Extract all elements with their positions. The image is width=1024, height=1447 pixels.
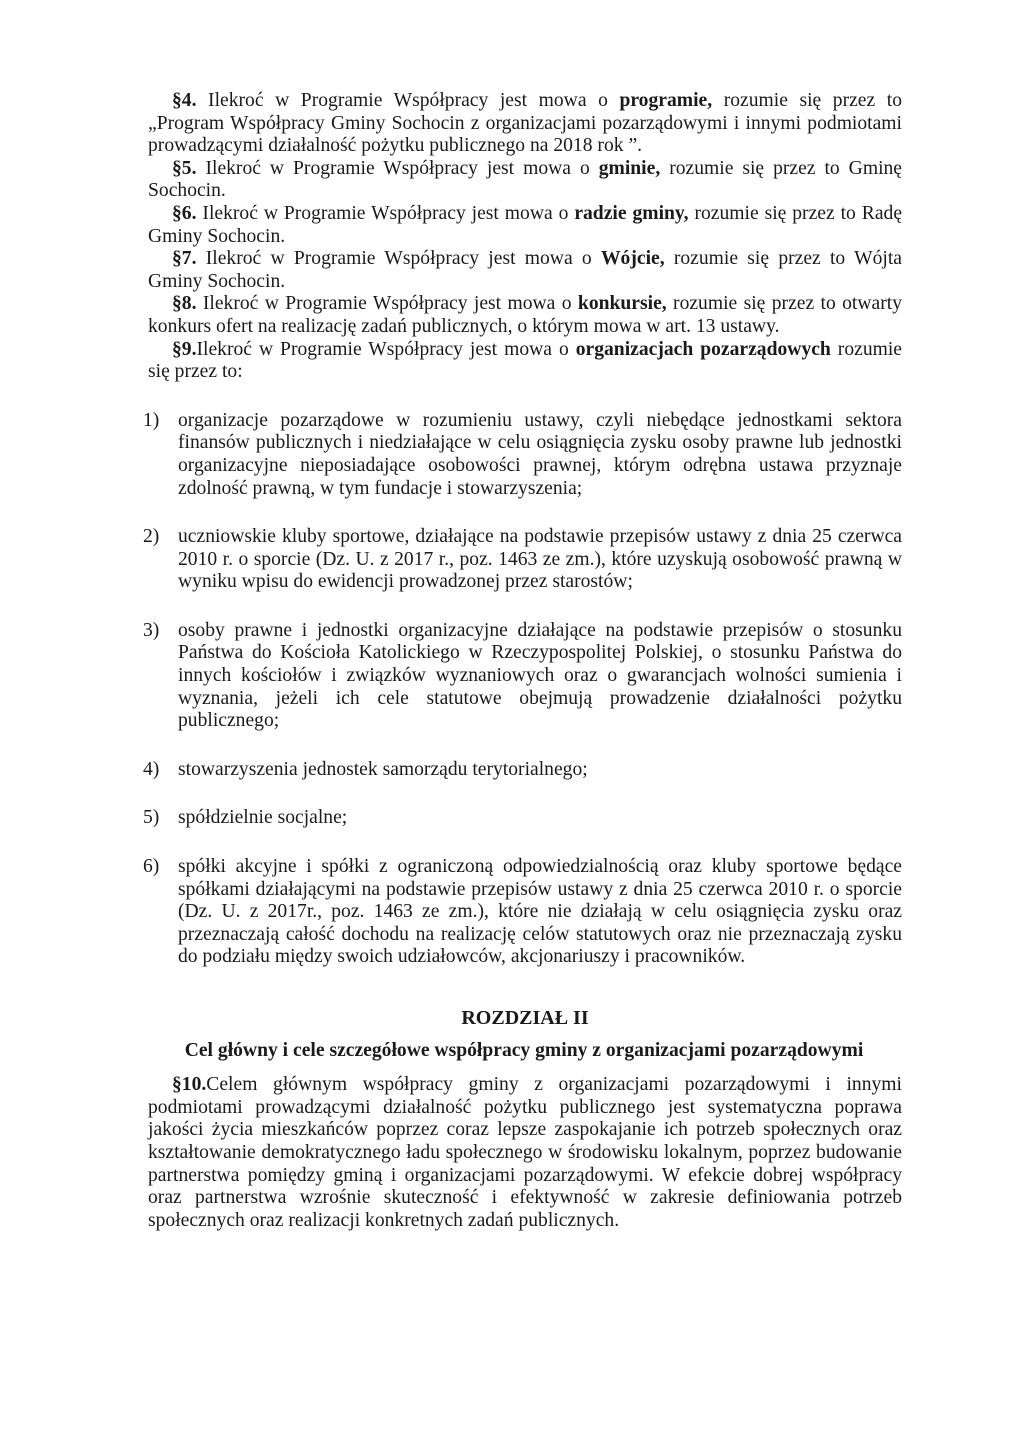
- section-text: Ilekroć w Programie Współpracy jest mowa o: [196, 248, 601, 270]
- list-item: [143, 526, 902, 594]
- list-item-text: organizacje pozarządowe w rozumieniu ustawy, czyli niebędące jednostkami sektora finansów publicznych i niedziałające w celu osiągnięcia zysku osoby prawne lub jednostki organizacyjne nieposiadające osobowości prawnej, którym odrębna ustawa przyznaje zdolność prawną, w tym fundacje i stowarzyszenia;: [178, 409, 902, 499]
- chapter-subtitle: Cel główny i cele szczegółowe współpracy gminy z organizacjami pozarządowymi: [184, 1039, 864, 1061]
- section-text: Ilekroć w Programie Współpracy jest mowa o: [196, 338, 576, 360]
- list-item-number: 3): [143, 619, 160, 641]
- section-number: §7.: [172, 248, 197, 270]
- section-7: [148, 248, 902, 293]
- list-item: [143, 409, 902, 500]
- list-item-text: uczniowskie kluby sportowe, działające na podstawie przepisów ustawy z dnia 25 czerwca 2010 r. o sporcie (Dz. U. z 2017 r., poz. 1463 ze zm.), które uzyskują osobowość prawną w wyniku wpisu do ewidencji prowadzonej przez starostów;: [178, 526, 902, 593]
- section-number: §5.: [172, 157, 197, 179]
- list-item-number: 1): [143, 409, 160, 431]
- list-item: [143, 758, 902, 782]
- list-item-text: osoby prawne i jednostki organizacyjne działające na podstawie przepisów o stosunku Państwa do Kościoła Katolickiego w Rzeczypospolitej Polskiej, o stosunku Państwa do innych kościołów i związków wyznaniowych oraz o gwarancjach wolności sumienia i wyznania, jeżeli ich cele statutowe obejmują prowadzenie działalności pożytku publicznego;: [178, 619, 902, 732]
- list-item-number: 6): [143, 856, 160, 878]
- section-text: rozumie się przez to Wójta Gminy Sochocin.: [148, 248, 902, 292]
- list-item-text: spółki akcyjne i spółki z ograniczoną odpowiedzialnością oraz kluby sportowe będące spółkami działającymi na podstawie przepisów ustawy z dnia 25 czerwca 2010 r. o sporcie (Dz. U. z 2017r., poz. 1463 ze zm.), które nie działają w celu osiągnięcia zysku oraz przeznaczają całość dochodu na realizację celów statutowych oraz nie przeznaczają zysku do podziału między swoich udziałowców, akcjonariuszy i pracowników.: [178, 856, 902, 968]
- section-number: §10.: [172, 1074, 207, 1096]
- list-item-text: spółdzielnie socjalne;: [178, 807, 348, 829]
- list-item-text: stowarzyszenia jednostek samorządu terytorialnego;: [178, 758, 588, 780]
- section-6: [148, 203, 902, 248]
- chapter-title: ROZDZIAŁ II: [461, 1007, 589, 1029]
- section-number: §8.: [172, 293, 197, 315]
- section-text: rozumie się przez to:: [148, 338, 903, 383]
- section-text: Ilekroć w Programie Współpracy jest mowa o: [196, 90, 620, 111]
- section-text: rozumie się przez to „Program Współpracy Gminy Sochocin z organizacjami pozarządowymi i innymi podmiotami prowadzącymi działalność pożytku publicznego na 2018 rok ”.: [148, 90, 902, 157]
- section-term: radzie gminy,: [574, 202, 689, 224]
- section-text: Celem głównym współpracy gminy z organizacjami pozarządowymi i innymi podmiotami prowadzącymi działalność pożytku publicznego jest systematyczna poprawa jakości życia mieszkańców poprzez coraz lepsze zaspokajanie ich potrzeb społecznych oraz kształtowanie demokratycznego ładu społecznego w środowisku lokalnym, poprzez budowanie partnerstwa pomiędzy gminą i organizacjami pozarządowymi. W efekcie dobrej współpracy oraz partnerstwa wzrośnie skuteczność i efektywność w zakresie definiowania potrzeb społecznych oraz realizacji konkretnych zadań publicznych.: [148, 1074, 902, 1231]
- section-term: Wójcie,: [600, 248, 665, 270]
- document-page: [143, 90, 903, 1232]
- list-item-number: 5): [143, 807, 160, 829]
- section-term: organizacjach pozarządowych: [575, 338, 831, 360]
- section-9: [148, 339, 902, 384]
- section-number: §9.: [172, 338, 197, 360]
- list-item: [143, 807, 902, 830]
- list-item: [143, 856, 902, 969]
- section-text: Ilekroć w Programie Współpracy jest mowa o: [196, 293, 578, 315]
- section-number: §4.: [172, 90, 197, 111]
- spacer: [148, 384, 902, 410]
- organizations-list: [143, 409, 902, 969]
- section-text: rozumie się przez to Radę Gminy Sochocin.: [148, 202, 903, 247]
- section-text: rozumie się przez to Gminę Sochocin.: [148, 157, 903, 202]
- section-term: konkursie,: [577, 293, 667, 315]
- section-5: [148, 158, 902, 203]
- list-item: [143, 619, 902, 733]
- section-text: Ilekroć w Programie Współpracy jest mowa o: [196, 202, 575, 224]
- section-8: [148, 293, 902, 338]
- section-term: programie,: [619, 90, 713, 111]
- list-item-number: 4): [143, 758, 160, 780]
- section-text: Ilekroć w Programie Współpracy jest mowa o: [196, 157, 599, 179]
- section-term: gminie,: [598, 157, 661, 179]
- section-number: §6.: [172, 202, 197, 224]
- section-4: [148, 90, 902, 158]
- list-item-number: 2): [143, 526, 160, 548]
- section-text: rozumie się przez to otwarty konkurs ofert na realizację zadań publicznych, o którym mowa w art. 13 ustawy.: [148, 293, 902, 337]
- section-10: [148, 1074, 902, 1232]
